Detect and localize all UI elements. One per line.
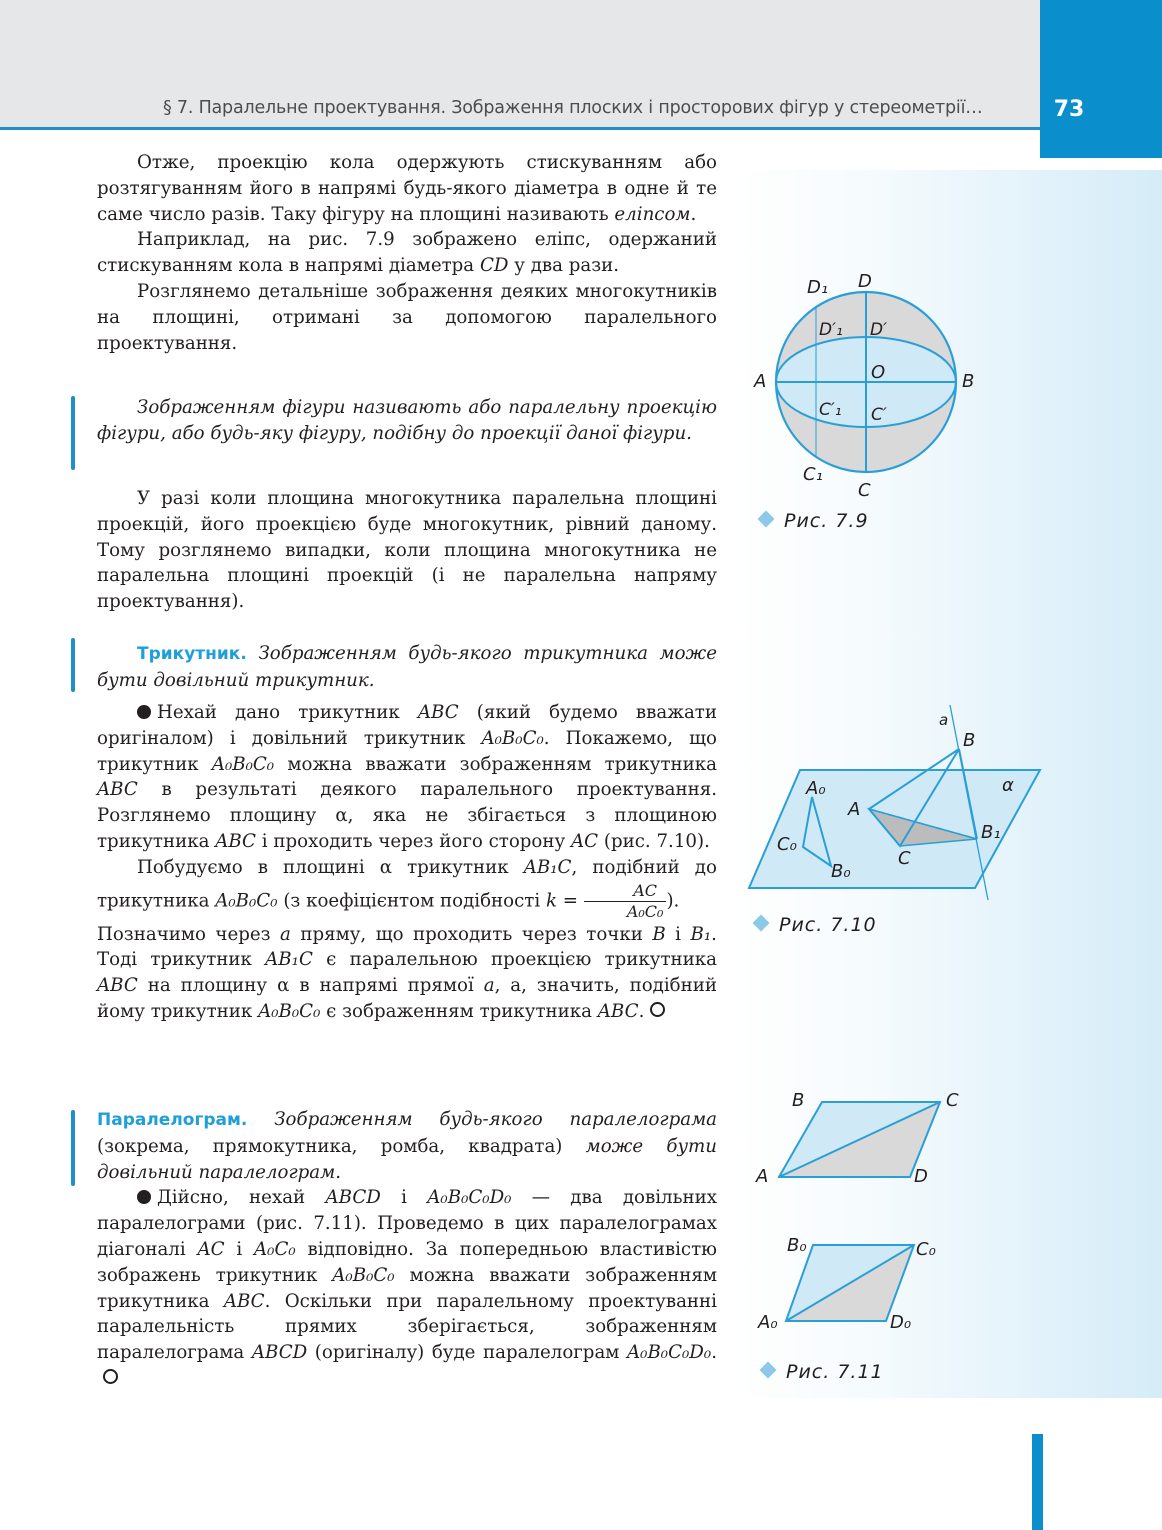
parallelogram-marker — [71, 1110, 75, 1186]
label-C: C — [946, 1090, 959, 1111]
running-head: § 7. Паралельне проектування. Зображення плоских і просторових фігур у стереометрії… — [163, 98, 983, 118]
page-number: 73 — [1053, 97, 1085, 122]
parallelogram-block — [97, 1107, 717, 1392]
label-B: B — [792, 1090, 805, 1111]
label-C1: C₁ — [803, 464, 823, 485]
label-B: B — [962, 371, 975, 392]
triangle-proof-p1: Нехай дано трикутник ABC (який будемо вважати оригіналом) і довільний трикутник A₀B₀C₀. Покажемо, що трикутник A₀B₀C₀ можна вважати зображенням трикутника ABC в результаті деякого паралельного проектування. Розглянемо площину α, яка не збігається з площиною трикутника ABC і проходить через його сторону AC (рис. 7.10). — [97, 702, 717, 852]
label-D0: D₀ — [890, 1312, 912, 1333]
label-B1: B₁ — [981, 822, 1001, 843]
paragraph-parallel-case: У разі коли площина многокутника паралельна площині проекцій, його проекцією буде многокутник, рівний даному. Тому розглянемо випадки, коли площина многокутника не паралельна площині проекцій (і не паралельна напряму проектування). — [97, 488, 717, 613]
paragraph-example: Наприклад, на рис. 7.9 зображено еліпс, одержаний стискуванням кола в напрямі діаметра CD у два рази. — [97, 229, 717, 277]
label-A0: A₀ — [758, 1312, 778, 1333]
parallelogram-statement: Паралелограм. Зображенням будь-якого паралелограма (зокрема, прямокутника, ромба, квадрата) може бути довільний паралелограм. — [97, 1109, 717, 1183]
label-A: A — [756, 1166, 769, 1187]
triangle-keyword: Трикутник. — [137, 644, 247, 664]
definition-marker — [71, 396, 75, 470]
label-O: O — [871, 362, 886, 383]
page-number-tab — [1040, 0, 1162, 158]
proof-end-circle — [103, 1369, 118, 1384]
label-a: a — [939, 711, 949, 729]
triangle-statement: Трикутник. Зображенням будь-якого трикутника може бути довільний трикутник. — [97, 643, 717, 691]
label-B: B — [963, 730, 976, 751]
figure-7-10-triangle — [745, 705, 1045, 905]
triangle-marker — [71, 638, 75, 692]
label-A0: A₀ — [806, 778, 826, 799]
proof-start-bullet — [137, 705, 151, 719]
intro-paragraphs — [97, 150, 717, 356]
figure-7-11-parallelograms — [750, 1085, 975, 1340]
diamond-icon — [760, 1362, 777, 1379]
diamond-icon — [758, 511, 775, 528]
parallelogram-proof: Дійсно, нехай ABCD і A₀B₀C₀D₀ — два довільних паралелограми (рис. 7.11). Проведемо в цих паралелограмах діагоналі AC і A₀C₀ відповідно. За попередньою властивістю зображень трикутник A₀B₀C₀ можна вважати зображенням трикутника ABC. Оскільки при паралельному проектуванні паралельність прямих зберігається, зображенням паралелограма ABCD (оригіналу) буде паралелограм A₀B₀C₀D₀. — [97, 1185, 717, 1391]
label-alpha: α — [1002, 775, 1014, 796]
triangle-proof — [97, 700, 717, 1025]
label-D: D — [858, 271, 872, 292]
diamond-icon — [753, 915, 770, 932]
figure-7-9-caption: Рис. 7.9 — [760, 510, 869, 532]
figure-7-10-caption: Рис. 7.10 — [755, 914, 877, 936]
paragraph-ellipse: Отже, проекцію кола одержують стискуванням або розтягуванням його в напрямі будь-якого діаметра в одне й те саме число разів. Таку фігуру на площині називають еліпсом. — [97, 152, 717, 225]
header-rule — [0, 127, 1040, 130]
label-C: C — [898, 848, 911, 869]
proof-start-bullet — [137, 1190, 151, 1204]
label-C-prime: C′ — [871, 405, 887, 425]
label-C0: C₀ — [916, 1239, 936, 1260]
triangle-proof-p2: Побудуємо в площині α трикутник AB₁C, подібний до трикутника A₀B₀C₀ (з коефіцієнтом подібності k = $\frac{AC}{\text{A₀C₀}}$ ). — [97, 856, 717, 921]
figure-7-11-caption: Рис. 7.11 — [762, 1361, 884, 1383]
triangle-proof-p3: Позначимо через a пряму, що проходить через точки B і B₁. Тоді трикутник AB₁C є паралельною проекцією трикутника ABC на площину α в напрямі прямої a, а, значить, подібний йому трикутник A₀B₀C₀ є зображенням трикутника ABC. — [97, 923, 717, 1022]
definition-text: Зображенням фігури називають або паралельну проекцію фігури, або будь-яку фігуру, подібну до проекції даної фігури. — [97, 397, 717, 444]
label-A: A — [754, 371, 767, 392]
figure-7-9-ellipse — [745, 265, 985, 505]
label-B0: B₀ — [831, 861, 851, 882]
label-D-prime: D′ — [870, 320, 887, 340]
label-C0: C₀ — [777, 834, 797, 855]
label-D1: D₁ — [807, 277, 829, 298]
parallel-case-block — [97, 486, 717, 615]
label-C: C — [858, 480, 871, 501]
label-B0: B₀ — [787, 1235, 807, 1256]
label-D: D — [914, 1166, 928, 1187]
similarity-ratio: $\frac{AC}{\text{A₀C₀}}$ — [584, 881, 667, 922]
label-D1-prime: D′₁ — [819, 320, 843, 340]
label-C1-prime: C′₁ — [819, 400, 842, 420]
paragraph-consider: Розглянемо детальніше зображення деяких многокутників на площині, отримані за допомогою паралельного проектування. — [97, 280, 717, 354]
proof-end-circle — [650, 1002, 665, 1017]
label-A: A — [848, 799, 861, 820]
parallelogram-keyword: Паралелограм. — [97, 1110, 248, 1130]
bottom-accent-bar — [1032, 1434, 1043, 1530]
definition-block — [97, 395, 717, 447]
